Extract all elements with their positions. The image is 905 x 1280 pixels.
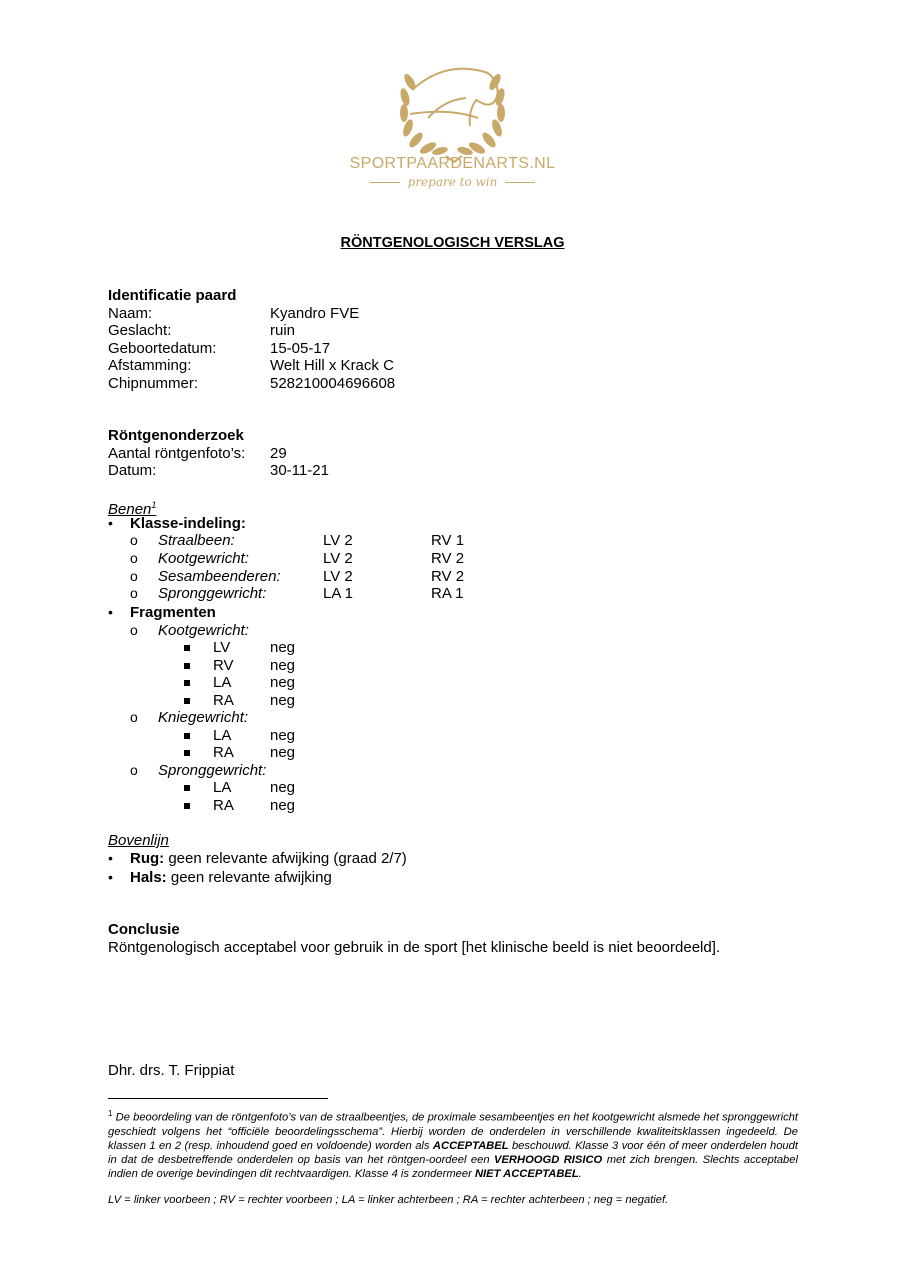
circle-bullet: o [130,532,138,548]
aantal-fotos-label: Aantal röntgenfoto’s: [108,445,246,462]
circle-bullet: o [130,568,138,584]
benen-heading-text: Benen [108,501,152,518]
fragment-group-name: Kniegewricht: [158,709,249,726]
datum-value: 30-11-21 [270,462,329,479]
square-bullet [184,785,190,791]
bovenlijn-heading: Bovenlijn [108,832,169,849]
bovenlijn-item-label: Rug: [130,850,165,867]
klasse-row-name: Sesambeenderen: [158,568,281,585]
klasse-indeling-label: Klasse-indeling: [130,515,246,532]
bullet-dot: • [108,850,113,866]
signature-name: Dhr. drs. T. Frippiat [108,1062,235,1079]
fragment-result: neg [270,744,296,761]
fragment-group-name: Spronggewricht: [158,762,267,779]
afstamming-label: Afstamming: [108,357,192,374]
footnote-bold: VERHOOGD RISICO [494,1153,603,1166]
footnote-number: 1 [108,1109,113,1118]
datum-label: Datum: [108,462,157,479]
fragment-result: neg [270,639,296,656]
fragment-leg: RA [213,797,234,814]
identificatie-heading: Identificatie paard [108,287,237,304]
footnote-bold: ACCEPTABEL [432,1139,509,1152]
fragment-leg: LA [213,727,232,744]
square-bullet [184,803,190,809]
document-title: RÖNTGENOLOGISCH VERSLAG [340,235,565,251]
footnote-text: De beoordeling van de röntgenfoto’s van de straalbeentjes, de proximale sesambeentjes en het kootgewricht alsmede het spronggewricht geschiedt volgens het “officiële beoordelingsschema”. Hierbij worden de onderdelen in verschillende kwaliteitsklassen ingedeeld. De klassen 1 en 2 (resp. inhoudend goed en voldoende) worden als [108,1111,799,1152]
klasse-row-left: LV 2 [323,568,353,585]
klasse-row-name: Kootgewricht: [158,550,249,567]
fragment-result: neg [270,727,296,744]
klasse-row-name: Spronggewricht: [158,585,267,602]
bullet-dot: • [108,869,113,885]
bullet-dot: • [108,604,113,620]
onderzoek-heading: Röntgenonderzoek [108,427,244,444]
chipnummer-value: 528210004696608 [270,375,396,392]
circle-bullet: o [130,762,138,778]
bovenlijn-item [130,869,332,887]
square-bullet [184,698,190,704]
bovenlijn-item-label: Hals: [130,869,167,886]
footnote-bold: NIET ACCEPTABEL [474,1167,579,1180]
fragment-group-name: Kootgewricht: [158,622,249,639]
geslacht-label: Geslacht: [108,322,172,339]
fragment-leg: LA [213,779,232,796]
fragment-leg: LA [213,674,232,691]
square-bullet [184,750,190,756]
circle-bullet: o [130,585,138,601]
bovenlijn-item [130,850,407,868]
naam-value: Kyandro FVE [270,305,360,322]
bullet-dot: • [108,515,113,531]
fragment-result: neg [270,692,296,709]
bovenlijn-item-text: geen relevante afwijking [166,869,332,886]
footnote-text: . [578,1167,582,1180]
klasse-row-right: RV 1 [431,532,465,549]
klasse-row-name: Straalbeen: [158,532,235,549]
square-bullet [184,645,190,651]
footnote [108,1107,798,1181]
bovenlijn-item-text: geen relevante afwijking (graad 2/7) [164,850,407,867]
fragment-leg: RA [213,744,234,761]
square-bullet [184,733,190,739]
footnote-divider [108,1098,328,1099]
fragment-result: neg [270,674,296,691]
tagline-rule-left [370,182,400,183]
klasse-row-left: LV 2 [323,550,353,567]
klasse-row-right: RA 1 [431,585,464,602]
square-bullet [184,680,190,686]
conclusie-text: Röntgenologisch acceptabel voor gebruik in de sport [het klinische beeld is niet beoordeeld]. [108,939,721,956]
circle-bullet: o [130,622,138,638]
circle-bullet: o [130,709,138,725]
fragment-leg: LV [213,639,231,656]
aantal-fotos-value: 29 [270,445,287,462]
geboortedatum-value: 15-05-17 [270,340,331,357]
klasse-row-left: LV 2 [323,532,353,549]
geslacht-value: ruin [270,322,296,339]
fragment-result: neg [270,657,296,674]
fragment-result: neg [270,779,296,796]
brand-name: SPORTPAARDENARTS.NL [349,155,556,172]
klasse-row-left: LA 1 [323,585,354,602]
footnote-text: beschouwd. Klasse 3 voor één of meer onderdelen houdt in dat de desbetreffende onderdelen op basis van het röntgen-oordeel een [108,1139,798,1166]
fragment-leg: RV [213,657,234,674]
fragmenten-label: Fragmenten [130,604,216,621]
footnote-ref: 1 [151,500,157,510]
fragment-result: neg [270,797,296,814]
klasse-row-right: RV 2 [431,550,465,567]
footnote-text: met zich brengen. Slechts acceptabel indien de overige bevindingen dit rechtvaardigen. Klasse 4 is zondermeer [108,1153,798,1180]
tagline-text: prepare to win [407,175,498,189]
geboortedatum-label: Geboortedatum: [108,340,217,357]
chipnummer-label: Chipnummer: [108,375,199,392]
conclusie-heading: Conclusie [108,921,180,938]
square-bullet [184,663,190,669]
klasse-row-right: RV 2 [431,568,465,585]
naam-label: Naam: [108,305,153,322]
brand-tagline [300,174,605,192]
tagline-rule-right [505,182,535,183]
fragment-leg: RA [213,692,234,709]
afstamming-value: Welt Hill x Krack C [270,357,394,374]
circle-bullet: o [130,550,138,566]
footnote-legend: LV = linker voorbeen ; RV = rechter voorbeen ; LA = linker achterbeen ; RA = rechter achterbeen ; neg = negatief. [108,1194,669,1206]
